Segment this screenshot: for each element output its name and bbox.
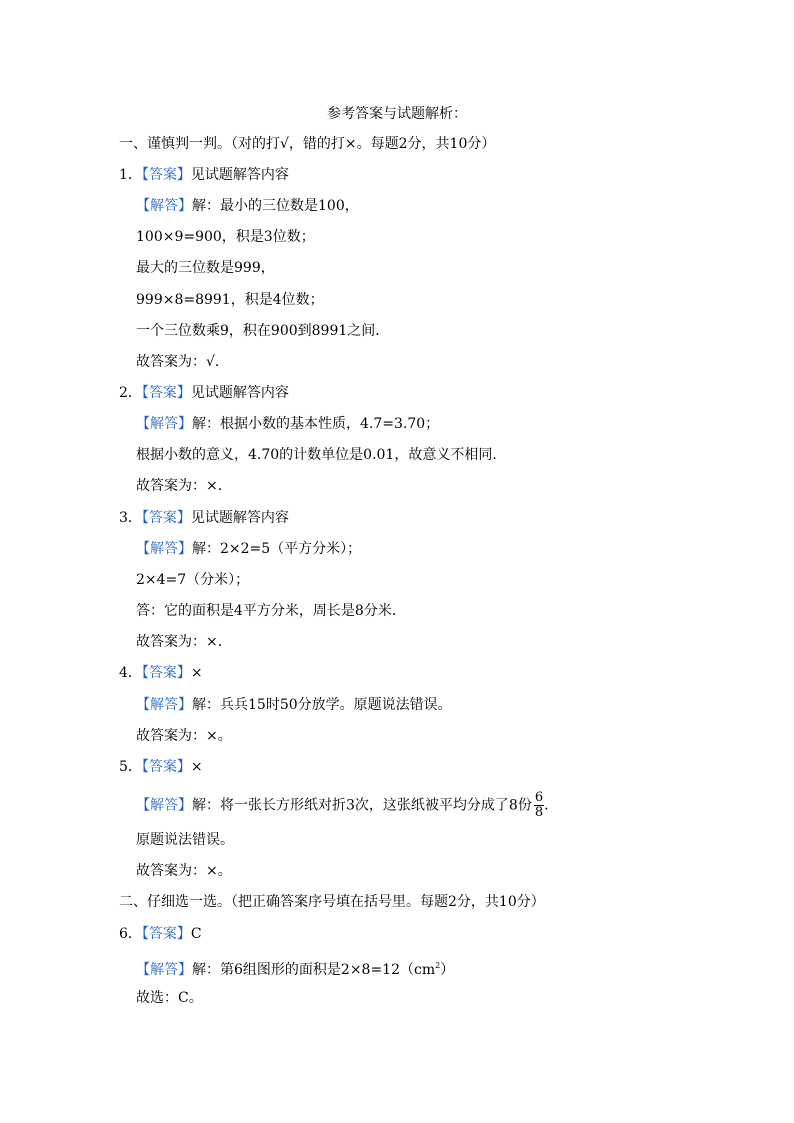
analysis-text: 最大的三位数是999， <box>136 260 275 276</box>
analysis-text: 2×4=7（分米）； <box>136 572 250 588</box>
analysis-text: 一个三位数乘9，积在900到8991之间． <box>136 323 390 339</box>
question-number: 4． <box>119 665 142 681</box>
question-2-analysis-line <box>136 414 439 434</box>
conclusion-text: 故答案为：×． <box>136 478 232 494</box>
answer-text: C <box>190 926 202 942</box>
answer-text: 见试题解答内容 <box>190 385 289 401</box>
question-6-answer-row <box>119 924 202 944</box>
answer-tag: 【答案】 <box>141 167 191 183</box>
period: . <box>544 797 549 814</box>
analysis-text: 999×8=8991，积是4位数； <box>136 292 324 308</box>
analysis-tag: 【解答】 <box>136 198 192 214</box>
page-title: 参考答案与试题解析： <box>327 106 467 122</box>
analysis-text: 答：它的面积是4平方分米，周长是8分米． <box>136 603 406 619</box>
conclusion-text: 故答案为：×． <box>136 634 232 650</box>
question-2-answer-row <box>119 383 289 403</box>
answer-tag: 【答案】 <box>141 510 191 526</box>
question-3-analysis-line <box>136 539 361 559</box>
answer-tag: 【答案】 <box>141 665 191 681</box>
question-6-analysis-line <box>136 956 454 980</box>
question-4-analysis-line <box>136 695 452 715</box>
question-5-analysis-line <box>136 791 549 820</box>
section-heading-choice: 二、仔细选一选。（把正确答案序号填在括号里。每题2分，共10分） <box>119 894 545 910</box>
analysis-text: 解：兵兵15时50分放学。原题说法错误。 <box>192 697 452 713</box>
closing-paren: ） <box>440 962 455 978</box>
analysis-tag: 【解答】 <box>136 416 192 432</box>
conclusion-text: 故答案为：×。 <box>136 863 232 879</box>
question-number: 1． <box>119 167 142 183</box>
answer-tag: 【答案】 <box>141 385 191 401</box>
analysis-tag: 【解答】 <box>136 962 192 978</box>
analysis-tag: 【解答】 <box>136 797 192 814</box>
answer-tag: 【答案】 <box>141 759 191 775</box>
question-number: 6． <box>119 926 142 942</box>
analysis-text: 根据小数的意义，4.70的计数单位是0.01，故意义不相同． <box>136 447 507 463</box>
section-heading-judgement: 一、谨慎判一判。（对的打√，错的打×。每题2分，共10分） <box>119 136 496 152</box>
fraction-denominator: 8 <box>534 805 544 820</box>
question-number: 5． <box>119 759 142 775</box>
analysis-text: 解：最小的三位数是100， <box>192 198 359 214</box>
question-4-answer-row <box>119 663 203 683</box>
conclusion-text: 故答案为：√． <box>136 354 229 370</box>
answer-text: × <box>190 665 203 681</box>
unit-superscript: 2 <box>435 961 441 970</box>
answer-text: × <box>190 759 203 775</box>
answer-tag: 【答案】 <box>141 926 191 942</box>
analysis-tag: 【解答】 <box>136 541 192 557</box>
analysis-tag: 【解答】 <box>136 697 192 713</box>
analysis-text: 解：2×2=5（平方分米）； <box>192 541 362 557</box>
answer-text: 见试题解答内容 <box>190 167 289 183</box>
analysis-text: 解：第6组图形的面积是2×8=12（cm <box>192 962 436 978</box>
question-1-analysis-line <box>136 196 359 216</box>
question-5-answer-row <box>119 757 203 777</box>
analysis-text: 解：根据小数的基本性质，4.7=3.70； <box>192 416 440 432</box>
question-3-answer-row <box>119 508 289 528</box>
fraction <box>534 791 544 820</box>
question-number: 2． <box>119 385 142 401</box>
fraction-numerator: 6 <box>534 790 544 805</box>
analysis-text: 100×9=900，积是3位数； <box>136 229 315 245</box>
analysis-text: 原题说法错误。 <box>136 832 234 848</box>
analysis-text: 解：将一张长方形纸对折3次，这张纸被平均分成了8份 <box>192 797 532 814</box>
question-1-answer-row <box>119 165 289 185</box>
conclusion-text: 故答案为：×。 <box>136 728 232 744</box>
conclusion-text: 故选：C。 <box>136 990 203 1006</box>
question-number: 3． <box>119 510 142 526</box>
answer-text: 见试题解答内容 <box>190 510 289 526</box>
